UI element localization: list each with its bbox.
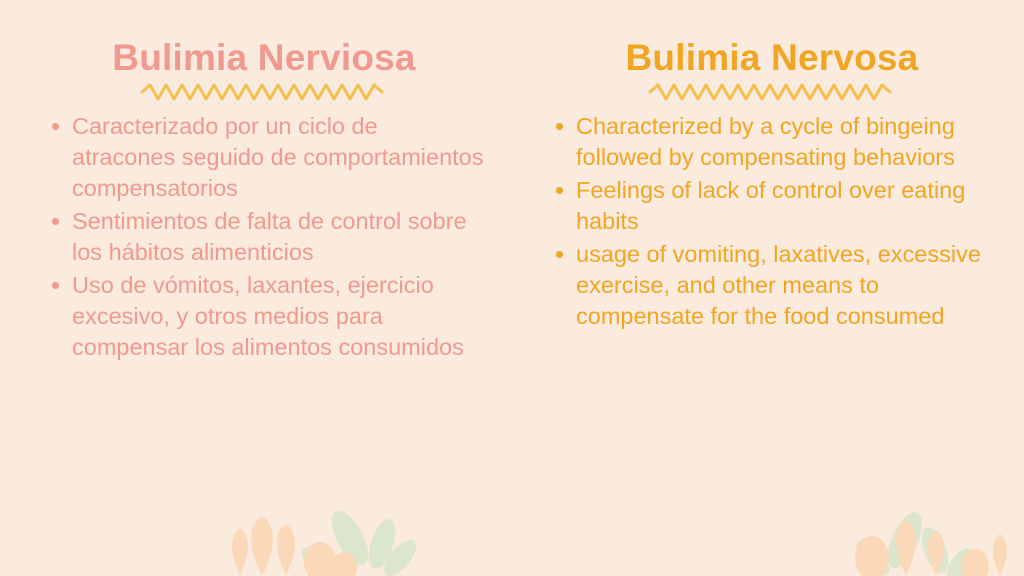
squiggle-divider-left [140,83,388,101]
list-item: Feelings of lack of control over eating habits [548,175,996,237]
squiggle-divider-right [648,83,896,101]
column-english [512,0,1024,576]
list-item: usage of vomiting, laxatives, excessive exercise, and other means to compensate for the food consumed [548,239,996,332]
bullet-list-english [548,111,996,332]
list-item: Uso de vómitos, laxantes, ejercicio excesivo, y otros medios para compensar los alimentos consumidos [44,270,484,363]
heading-english: Bulimia Nervosa [625,37,919,78]
list-item: Caracterizado por un ciclo de atracones seguido de comportamientos compensatorios [44,111,484,204]
list-item: Characterized by a cycle of bingeing followed by compensating behaviors [548,111,996,173]
bullet-list-spanish [44,111,484,363]
heading-spanish: Bulimia Nerviosa [112,37,416,78]
list-item: Sentimientos de falta de control sobre los hábitos alimenticios [44,206,484,268]
